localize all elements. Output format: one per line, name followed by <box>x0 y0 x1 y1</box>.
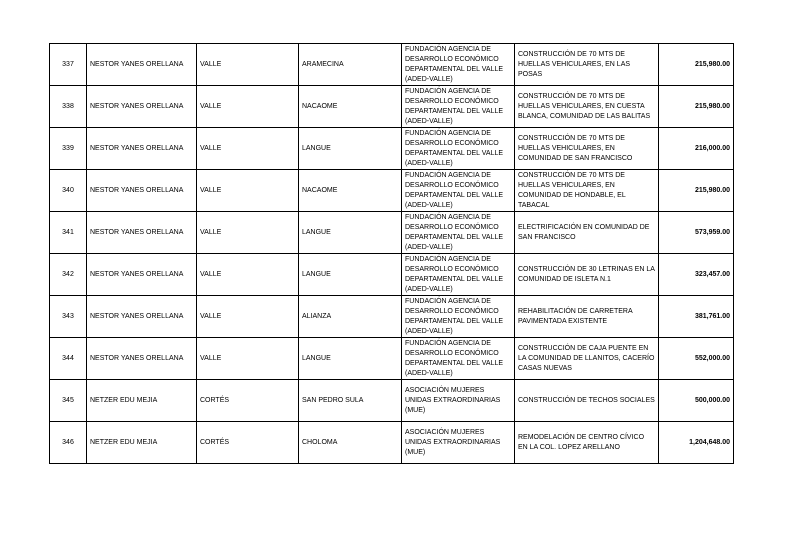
beneficiary-name-cell: NESTOR YANES ORELLANA <box>87 44 197 86</box>
row-number-cell: 342 <box>50 254 87 296</box>
municipality-cell: NACAOME <box>299 170 402 212</box>
amount-cell: 323,457.00 <box>659 254 734 296</box>
department-cell: VALLE <box>197 170 299 212</box>
organization-cell: FUNDACIÓN AGENCIA DE DESARROLLO ECONÓMICO DEPARTAMENTAL DEL VALLE (ADED-VALLE) <box>402 128 515 170</box>
beneficiary-name-cell: NESTOR YANES ORELLANA <box>87 338 197 380</box>
table-row <box>50 254 734 296</box>
municipality-cell: ALIANZA <box>299 296 402 338</box>
row-number-cell: 337 <box>50 44 87 86</box>
table-row <box>50 212 734 254</box>
amount-cell: 215,980.00 <box>659 44 734 86</box>
organization-cell: FUNDACIÓN AGENCIA DE DESARROLLO ECONÓMICO DEPARTAMENTAL DEL VALLE (ADED-VALLE) <box>402 296 515 338</box>
organization-cell: ASOCIACIÓN MUJERES UNIDAS EXTRAORDINARIAS (MUE) <box>402 422 515 464</box>
amount-cell: 216,000.00 <box>659 128 734 170</box>
project-description-cell: CONSTRUCCIÓN DE TECHOS SOCIALES <box>515 380 659 422</box>
amount-cell: 381,761.00 <box>659 296 734 338</box>
department-cell: VALLE <box>197 338 299 380</box>
beneficiary-name-cell: NESTOR YANES ORELLANA <box>87 170 197 212</box>
beneficiary-name-cell: NESTOR YANES ORELLANA <box>87 212 197 254</box>
row-number-cell: 345 <box>50 380 87 422</box>
organization-cell: FUNDACIÓN AGENCIA DE DESARROLLO ECONÓMICO DEPARTAMENTAL DEL VALLE (ADED-VALLE) <box>402 44 515 86</box>
municipality-cell: ARAMECINA <box>299 44 402 86</box>
amount-cell: 215,980.00 <box>659 170 734 212</box>
municipality-cell: LANGUE <box>299 212 402 254</box>
department-cell: VALLE <box>197 296 299 338</box>
department-cell: VALLE <box>197 128 299 170</box>
project-description-cell: REHABILITACIÓN DE CARRETERA PAVIMENTADA EXISTENTE <box>515 296 659 338</box>
project-description-cell: CONSTRUCCIÓN DE 70 MTS DE HUELLAS VEHICULARES, EN COMUNIDAD DE HONDABLE, EL TABACAL <box>515 170 659 212</box>
table-row <box>50 170 734 212</box>
table-row <box>50 338 734 380</box>
projects-table <box>49 43 734 464</box>
table-row <box>50 422 734 464</box>
table-row <box>50 86 734 128</box>
project-description-cell: CONSTRUCCIÓN DE CAJA PUENTE EN LA COMUNIDAD DE LLANITOS, CACERÍO CASAS NUEVAS <box>515 338 659 380</box>
row-number-cell: 344 <box>50 338 87 380</box>
organization-cell: FUNDACIÓN AGENCIA DE DESARROLLO ECONÓMICO DEPARTAMENTAL DEL VALLE (ADED-VALLE) <box>402 212 515 254</box>
department-cell: VALLE <box>197 254 299 296</box>
organization-cell: ASOCIACIÓN MUJERES UNIDAS EXTRAORDINARIAS (MUE) <box>402 380 515 422</box>
projects-table-body <box>50 44 734 464</box>
row-number-cell: 338 <box>50 86 87 128</box>
department-cell: VALLE <box>197 44 299 86</box>
department-cell: CORTÉS <box>197 380 299 422</box>
amount-cell: 500,000.00 <box>659 380 734 422</box>
beneficiary-name-cell: NETZER EDU MEJIA <box>87 422 197 464</box>
project-description-cell: REMODELACIÓN DE CENTRO CÍVICO EN LA COL. LOPEZ ARELLANO <box>515 422 659 464</box>
table-row <box>50 44 734 86</box>
amount-cell: 552,000.00 <box>659 338 734 380</box>
row-number-cell: 341 <box>50 212 87 254</box>
beneficiary-name-cell: NESTOR YANES ORELLANA <box>87 254 197 296</box>
row-number-cell: 346 <box>50 422 87 464</box>
beneficiary-name-cell: NESTOR YANES ORELLANA <box>87 296 197 338</box>
beneficiary-name-cell: NESTOR YANES ORELLANA <box>87 86 197 128</box>
amount-cell: 573,959.00 <box>659 212 734 254</box>
project-description-cell: CONSTRUCCIÓN DE 30 LETRINAS EN LA COMUNIDAD DE ISLETA N.1 <box>515 254 659 296</box>
municipality-cell: SAN PEDRO SULA <box>299 380 402 422</box>
municipality-cell: NACAOME <box>299 86 402 128</box>
project-description-cell: ELECTRIFICACIÓN EN COMUNIDAD DE SAN FRANCISCO <box>515 212 659 254</box>
table-row <box>50 296 734 338</box>
organization-cell: FUNDACIÓN AGENCIA DE DESARROLLO ECONÓMICO DEPARTAMENTAL DEL VALLE (ADED-VALLE) <box>402 86 515 128</box>
amount-cell: 1,204,648.00 <box>659 422 734 464</box>
row-number-cell: 343 <box>50 296 87 338</box>
table-row <box>50 128 734 170</box>
municipality-cell: LANGUE <box>299 128 402 170</box>
beneficiary-name-cell: NETZER EDU MEJIA <box>87 380 197 422</box>
amount-cell: 215,980.00 <box>659 86 734 128</box>
project-description-cell: CONSTRUCCIÓN DE 70 MTS DE HUELLAS VEHICULARES, EN COMUNIDAD DE SAN FRANCISCO <box>515 128 659 170</box>
organization-cell: FUNDACIÓN AGENCIA DE DESARROLLO ECONÓMICO DEPARTAMENTAL DEL VALLE (ADED-VALLE) <box>402 254 515 296</box>
department-cell: CORTÉS <box>197 422 299 464</box>
table-row <box>50 380 734 422</box>
department-cell: VALLE <box>197 212 299 254</box>
municipality-cell: LANGUE <box>299 254 402 296</box>
department-cell: VALLE <box>197 86 299 128</box>
project-description-cell: CONSTRUCCIÓN DE 70 MTS DE HUELLAS VEHICULARES, EN CUESTA BLANCA, COMUNIDAD DE LAS BALITAS <box>515 86 659 128</box>
row-number-cell: 340 <box>50 170 87 212</box>
project-description-cell: CONSTRUCCIÓN DE 70 MTS DE HUELLAS VEHICULARES, EN LAS POSAS <box>515 44 659 86</box>
beneficiary-name-cell: NESTOR YANES ORELLANA <box>87 128 197 170</box>
row-number-cell: 339 <box>50 128 87 170</box>
municipality-cell: CHOLOMA <box>299 422 402 464</box>
organization-cell: FUNDACIÓN AGENCIA DE DESARROLLO ECONÓMICO DEPARTAMENTAL DEL VALLE (ADED-VALLE) <box>402 338 515 380</box>
organization-cell: FUNDACIÓN AGENCIA DE DESARROLLO ECONÓMICO DEPARTAMENTAL DEL VALLE (ADED-VALLE) <box>402 170 515 212</box>
municipality-cell: LANGUE <box>299 338 402 380</box>
